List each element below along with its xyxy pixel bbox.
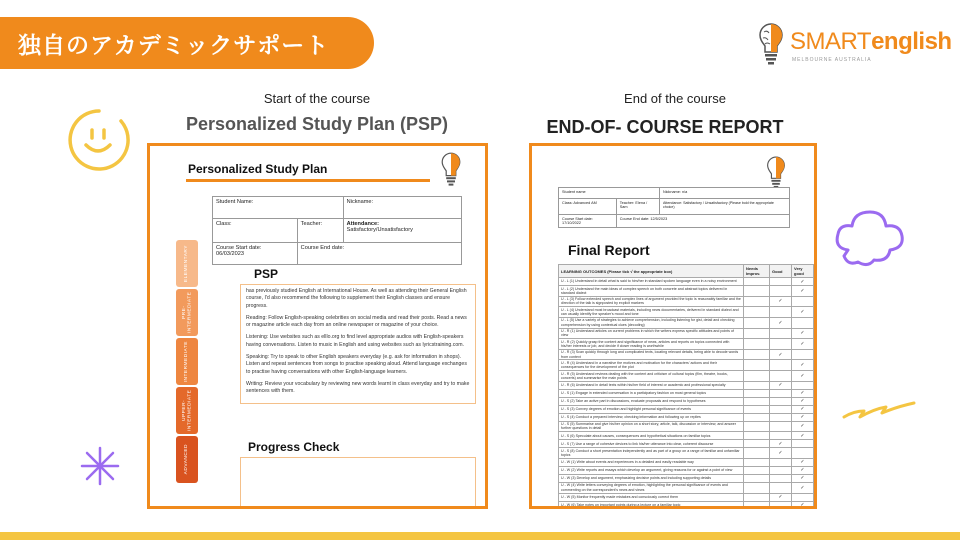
outcome-row: [559, 466, 814, 474]
tick-mark: ✓: [792, 413, 814, 421]
left-caption-small: Start of the course: [263, 91, 371, 106]
rating-cell: [744, 360, 770, 371]
very-good-column-header: Very good: [792, 265, 814, 278]
outcome-text: U - R (1) Understand articles on current problems in which the writers express specific attitudes and points of view: [559, 328, 744, 339]
outcome-text: U - W (1) Write about events and experiences in a detailed and easily readable way: [559, 458, 744, 466]
rating-cell: [744, 493, 770, 501]
needs-improv-column-header: Needs Improv.: [744, 265, 770, 278]
rating-cell: [792, 317, 814, 328]
brain-bulb-icon: [756, 20, 786, 70]
rating-cell: [770, 501, 792, 509]
psp-nickname-label: Nickname:: [343, 197, 461, 219]
tick-mark: ✓: [792, 458, 814, 466]
outcome-row: [559, 371, 814, 382]
rating-cell: [744, 339, 770, 350]
good-column-header: Good: [770, 265, 792, 278]
psp-attendance-cell: Attendance: Satisfactory/Unsatisfactory: [343, 219, 461, 243]
outcome-row: [559, 381, 814, 389]
level-step: ADVANCED: [176, 436, 198, 483]
bottom-accent-bar: [0, 532, 960, 540]
outcome-row: [559, 339, 814, 350]
report-nickname: Nickname: n/a: [659, 188, 789, 199]
psp-class-label: Class:: [213, 219, 298, 243]
outcome-row: [559, 296, 814, 307]
rating-cell: [744, 440, 770, 448]
tick-mark: ✓: [770, 349, 792, 360]
tick-mark: ✓: [792, 405, 814, 413]
rating-cell: [770, 286, 792, 297]
outcome-row: [559, 482, 814, 493]
page-title: 独自のアカデミックサポート: [18, 32, 330, 59]
rating-cell: [744, 371, 770, 382]
outcome-row: [559, 317, 814, 328]
final-report-title: Final Report: [568, 242, 650, 258]
report-attendance: Attendance: Satisfactory / Unsatisfactory (Please bold the appropriate choice): [659, 199, 789, 215]
right-caption-title: END-OF- COURSE REPORT: [546, 117, 784, 137]
rating-cell: [744, 501, 770, 509]
outcome-row: [559, 458, 814, 466]
report-class: Class: Advanced AM: [559, 199, 617, 215]
psp-info-table: [212, 196, 462, 265]
tick-mark: ✓: [792, 360, 814, 371]
tick-mark: ✓: [792, 339, 814, 350]
rating-cell: [744, 328, 770, 339]
psp-section-title: PSP: [254, 267, 279, 281]
outcome-text: U - L (2) Understand the main ideas of complex speech on both concrete and abstract topics delivered in standard dialect: [559, 286, 744, 297]
rating-cell: [770, 421, 792, 432]
rating-cell: [770, 405, 792, 413]
tick-mark: ✓: [770, 317, 792, 328]
rating-cell: [770, 474, 792, 482]
tick-mark: ✓: [770, 440, 792, 448]
outcome-text: U - S (1) Engage in extended conversation in a participatory fashion on most general topics: [559, 389, 744, 397]
rating-cell: [792, 349, 814, 360]
right-caption-small: End of the course: [624, 91, 726, 106]
rating-cell: [770, 371, 792, 382]
outcome-text: U - S (2) Take an active part in discussions, evaluate proposals and respond to hypotheses: [559, 397, 744, 405]
outcome-row: [559, 448, 814, 459]
rating-cell: [770, 307, 792, 318]
learning-outcomes-body: [559, 278, 814, 510]
outcomes-column-header: LEARNING OUTCOMES (Please tick √ the appropriate box): [559, 265, 744, 278]
psp-heading-underline: [186, 179, 430, 182]
tick-mark: ✓: [792, 328, 814, 339]
rating-cell: [792, 448, 814, 459]
outcome-text: U - R (6) Understand in detail texts within his/her field of interest or academic and professional specialty: [559, 381, 744, 389]
outcome-text: U - L (4) Understand most broadcast materials, including news documentaries, delivered in standard dialect and can usually identify the speaker's mood and tone: [559, 307, 744, 318]
rating-cell: [792, 381, 814, 389]
outcome-text: U - S (7) Use a range of cohesive devices to link his/her utterance into clear, coherent discourse: [559, 440, 744, 448]
final-report-document: [529, 143, 817, 509]
rating-cell: [770, 432, 792, 440]
psp-heading: Personalized Study Plan: [188, 162, 328, 176]
cloud-doodle-icon: [830, 200, 910, 270]
psp-document: [147, 143, 488, 509]
outcome-row: [559, 397, 814, 405]
outcome-text: U - W (2) Write reports and essays which develop an argument, giving reasons for or against a point of view: [559, 466, 744, 474]
logo-subtitle: MELBOURNE AUSTRALIA: [792, 57, 872, 63]
outcome-text: U - W (4) Write letters conveying degrees of emotion, highlighting the personal significance of events and commenting on the correspondent's news and views: [559, 482, 744, 493]
psp-end-date-label: Course End date:: [297, 243, 461, 265]
psp-teacher-label: Teacher:: [297, 219, 343, 243]
progress-check-title: Progress Check: [248, 440, 340, 454]
outcome-row: [559, 307, 814, 318]
outcome-row: [559, 360, 814, 371]
psp-brain-logo-icon: [438, 150, 464, 190]
zigzag-doodle-icon: [840, 395, 920, 425]
outcome-text: U - R (2) Quickly grasp the content and significance of news, articles and reports on topics connected with his/her interests or job, and decide if closer reading is worthwhile: [559, 339, 744, 350]
level-step: PRE-INTERMEDIATE: [176, 289, 198, 336]
psp-paragraph: Listening: Use websites such as elllo.org to find level appropriate audios with English-speakers having conversations. Listen to music in English and using websites such as lyricstraining.com.: [246, 334, 464, 348]
title-banner: [0, 17, 374, 69]
sparkle-icon: [80, 446, 120, 486]
outcome-text: U - R (3) Scan quickly through long and complicated texts, locating relevant details, being able to decode words from context: [559, 349, 744, 360]
tick-mark: ✓: [792, 432, 814, 440]
rating-cell: [770, 278, 792, 286]
outcome-row: [559, 413, 814, 421]
outcome-text: U - S (6) Speculate about causes, consequences and hypothetical situations on familiar topics: [559, 432, 744, 440]
report-end-date: Course End date: 12/5/2023: [616, 215, 789, 228]
rating-cell: [770, 328, 792, 339]
level-steps: [176, 240, 198, 485]
rating-cell: [744, 317, 770, 328]
rating-cell: [792, 440, 814, 448]
outcome-text: U - S (4) Conduct a prepared interview, checking information and following up on replies: [559, 413, 744, 421]
outcome-row: [559, 501, 814, 509]
rating-cell: [744, 405, 770, 413]
level-step: INTERMEDIATE: [176, 338, 198, 385]
logo-wordmark: SMARTenglish: [790, 28, 952, 55]
outcome-row: [559, 349, 814, 360]
report-teacher: Teacher: Elena / Sam: [616, 199, 659, 215]
report-student-name: Student name: [559, 188, 660, 199]
outcome-text: U - S (3) Convey degrees of emotion and highlight personal significance of events: [559, 405, 744, 413]
outcome-text: U - R (4) Understand in a narrative the motives and motivation for the characters' actions and their consequences for the development of the plot: [559, 360, 744, 371]
tick-mark: ✓: [770, 296, 792, 307]
rating-cell: [744, 458, 770, 466]
psp-paragraph: Reading: Follow English-speaking celebrities on social media and read their posts. Read a news or magazine article each day from an online newspaper or magazine of your choice.: [246, 314, 467, 329]
psp-recommendations: [240, 284, 476, 404]
psp-start-date-cell: Course Start date: 06/03/2023: [213, 243, 298, 265]
tick-mark: ✓: [792, 286, 814, 297]
outcome-row: [559, 328, 814, 339]
tick-mark: ✓: [792, 421, 814, 432]
tick-mark: ✓: [792, 466, 814, 474]
psp-paragraph: Speaking: Try to speak to other English speakers everyday (e.g. ask for information in shops). Listen and repeat sentences from songs to practise speaking aloud. Attend language exchanges to practise having conversations with other English-language learners.: [246, 353, 467, 375]
tick-mark: ✓: [792, 389, 814, 397]
outcome-text: U - W (6) Take notes on important points during a lecture on a familiar topic: [559, 501, 744, 509]
rating-cell: [744, 474, 770, 482]
rating-cell: [792, 296, 814, 307]
rating-cell: [744, 448, 770, 459]
rating-cell: [744, 278, 770, 286]
rating-cell: [744, 466, 770, 474]
smiley-icon: [64, 105, 134, 175]
progress-check-box: [240, 457, 476, 509]
tick-mark: ✓: [792, 501, 814, 509]
tick-mark: ✓: [770, 493, 792, 501]
tick-mark: ✓: [792, 474, 814, 482]
rating-cell: [744, 381, 770, 389]
psp-paragraph: has previously studied English at International House. As well as attending their General English course, I'd also recommend the following to supplement their English classes and ensure progress.: [246, 288, 467, 309]
outcome-row: [559, 389, 814, 397]
outcome-text: U - S (5) Summarise and give his/her opinion on a short story, article, talk, discussion or interview, and answer further questions in detail: [559, 421, 744, 432]
outcome-row: [559, 286, 814, 297]
tick-mark: ✓: [792, 482, 814, 493]
rating-cell: [770, 458, 792, 466]
rating-cell: [792, 493, 814, 501]
rating-cell: [744, 389, 770, 397]
tick-mark: ✓: [792, 307, 814, 318]
outcome-text: U - W (5) Monitor frequently made mistakes and consciously correct them: [559, 493, 744, 501]
tick-mark: ✓: [770, 381, 792, 389]
outcome-row: [559, 474, 814, 482]
rating-cell: [744, 286, 770, 297]
rating-cell: [770, 413, 792, 421]
outcome-text: U - L (3) Follow extended speech and complex lines of argument provided the topic is reasonably familiar and the direction of the talk is signposted by explicit markers: [559, 296, 744, 307]
outcome-row: [559, 432, 814, 440]
rating-cell: [770, 482, 792, 493]
rating-cell: [744, 413, 770, 421]
tick-mark: ✓: [792, 397, 814, 405]
outcome-text: U - L (5) Use a variety of strategies to achieve comprehension, including listening for gist, detail and checking comprehension by using contextual clues (decoding): [559, 317, 744, 328]
rating-cell: [744, 432, 770, 440]
outcome-row: [559, 278, 814, 286]
outcome-text: U - W (3) Develop and argument, emphasizing decisive points and including supporting details: [559, 474, 744, 482]
rating-cell: [770, 466, 792, 474]
rating-cell: [744, 397, 770, 405]
outcome-row: [559, 493, 814, 501]
report-start-date: Course Start date: 17/10/2022: [559, 215, 617, 228]
outcome-text: U - R (5) Understand reviews dealing with the content and criticism of cultural topics (film, theatre, books, concerts) and summarise the main points: [559, 371, 744, 382]
psp-paragraph: Writing: Review your vocabulary by reviewing new words learnt in class everyday and try to make sentences with them.: [246, 380, 470, 395]
rating-cell: [744, 349, 770, 360]
tick-mark: ✓: [792, 278, 814, 286]
tick-mark: ✓: [770, 448, 792, 459]
rating-cell: [744, 482, 770, 493]
level-step: UPPER-INTERMEDIATE: [176, 387, 198, 434]
left-caption-title: Personalized Study Plan (PSP): [185, 114, 449, 134]
tick-mark: ✓: [792, 371, 814, 382]
rating-cell: [770, 339, 792, 350]
report-info-table: [558, 187, 790, 228]
level-step: ELEMENTARY: [176, 240, 198, 287]
outcome-row: [559, 405, 814, 413]
rating-cell: [770, 389, 792, 397]
outcome-row: [559, 440, 814, 448]
outcome-text: U - L (1) Understand in detail what is said to him/her in standard spoken language even in a noisy environment: [559, 278, 744, 286]
rating-cell: [744, 307, 770, 318]
outcome-text: U - S (8) Conduct a short presentation independently and as part of a group on a range of familiar and unfamiliar topics: [559, 448, 744, 459]
rating-cell: [770, 360, 792, 371]
outcome-row: [559, 421, 814, 432]
rating-cell: [770, 397, 792, 405]
learning-outcomes-table: [558, 264, 814, 509]
psp-student-name-label: Student Name:: [213, 197, 344, 219]
rating-cell: [744, 296, 770, 307]
smartenglish-logo: [756, 20, 952, 70]
rating-cell: [744, 421, 770, 432]
